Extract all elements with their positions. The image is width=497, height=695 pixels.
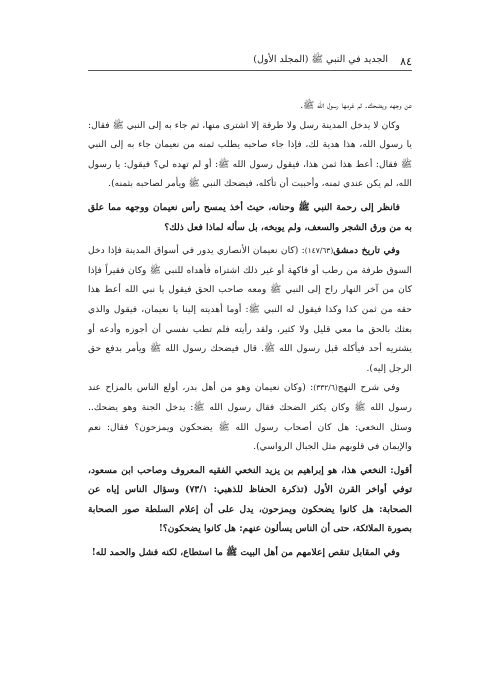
paragraph-1: عن وجهه ويضحك. ثم غرمها رسول الله ﷺ. <box>300 100 412 111</box>
body-text <box>88 96 412 563</box>
paragraph-4-text: : (كان نعيمان الأنصاري يدور في أسواق المدينة فإذا دخل السوق طرفة من رطب أو فاكهة أو غير ذلك اشتراه فأهداه للنبي ﷺ وكان فقيراً فإذا كان من آخر النهار راح إلى النبي ﷺ ومعه صاحب الحق فيقول يا نبي الله أعط هذا حقه من ثمن كذا وكذا فيقول له النبي ﷺ: أوما أهديته إلينا يا نعيمان، فيقول والذي بعثك بالحق ما معي قليل ولا كثير، ولقد رأيته فلم تطب نفسي أن أجوزه وأدعه أو يشتريه أحد فيأكله قبل رسول الله ﷺ. قال فيضحك رسول الله ﷺ ويأمر بدفع حق الرجل إليه). <box>88 245 412 374</box>
paragraph-3: فانظر إلى رحمة النبي ﷺ وحنانه، حيث أخذ يمسح رأس نعيمان ووجهه مما علق به من ورق الشجر والسعف، ولم يوبخه، بل سأله لماذا فعل ذلك؟ <box>88 201 412 233</box>
page-number: ٨٤ <box>400 55 412 68</box>
paragraph-5-text: : (وكان نعيمان وهو من أهل بدر، أولع الناس بالمزاح عند رسول الله ﷺ وكان يكثر الضحك فقال رسول الله ﷺ: يدخل الجنة وهو يضحك.. وسئل النخعي: هل كان أصحاب رسول الله ﷺ يضحكون ويمزحون؟ فقال: نعم والإيمان في قلوبهم مثل الجبال الرواسي). <box>88 382 412 453</box>
paragraph-5-lead: وفي شرح النهج <box>337 382 400 394</box>
running-header <box>88 52 412 71</box>
paragraph-4 <box>88 241 412 378</box>
paragraph-4-lead: وفي تاريخ دمشق <box>333 245 400 257</box>
paragraph-6: أقول: النخعي هذا، هو إبراهيم بن يزيد النخعي الفقيه المعروف وصاحب ابن مسعود، توفي أواخر القرن الأول (تذكرة الحفاظ للذهبي: ٧٣/١) وسؤال الناس إياه عن الصحابة: هل كانوا يضحكون ويمزحون، يدل على أن إعلام السلطة صور الصحابة بصورة الملائكة، حتى أن الناس يسألون عنهم: هل كانوا يضحكون؟! <box>88 464 413 535</box>
paragraph-5-citation: (٣٣٢/٦) <box>313 383 338 393</box>
header-title: الجديد في النبي ﷺ (المجلد الأول) <box>253 54 388 65</box>
paragraph-4-citation: (١٤٧/٦٣) <box>304 246 334 256</box>
paragraph-5 <box>88 378 412 456</box>
paragraph-2: وكان لا يدخل المدينة رسل ولا طرفة إلا اشترى منها، ثم جاء به إلى النبي ﷺ فقال: يا رسول الله، هذا هدية لك، فإذا جاء صاحبه يطلب ثمنه من نعيمان جاء به إلى النبي ﷺ فقال: أعط هذا ثمن هذا، فيقول رسول الله ﷺ: أو لم تهده لي؟ فيقول: يا رسول الله، لم يكن عندي ثمنه، وأحببت أن تأكله، فيضحك النبي ﷺ ويأمر لصاحبه بثمنه). <box>88 119 412 190</box>
paragraph-7: وفي المقابل تنقص إعلامهم من أهل البيت ﷺ ما استطاع، لكنه فشل والحمد لله! <box>91 547 400 559</box>
